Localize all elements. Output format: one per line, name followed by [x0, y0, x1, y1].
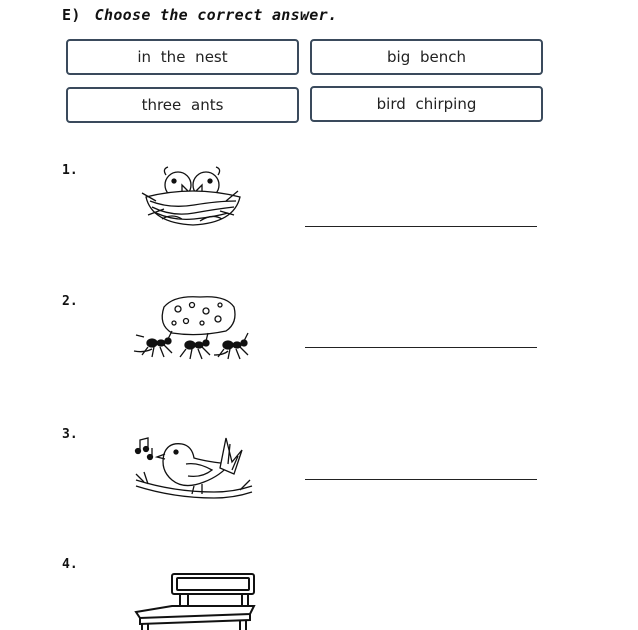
answer-choice[interactable]: in the nest [66, 39, 299, 75]
bench-icon [132, 572, 258, 630]
instruction-text: Choose the correct answer. [94, 6, 338, 24]
answer-line[interactable] [305, 347, 537, 348]
question-number: 4. [62, 557, 78, 572]
section-heading [62, 6, 337, 24]
ants-carrying-bread-icon [134, 293, 258, 365]
chirping-bird-icon [134, 434, 254, 502]
question-number: 3. [62, 427, 78, 442]
answer-choice[interactable]: bird chirping [310, 86, 543, 122]
answer-choice[interactable]: three ants [66, 87, 299, 123]
answer-choice[interactable]: big bench [310, 39, 543, 75]
question-number: 1. [62, 163, 78, 178]
section-letter: E) [62, 6, 81, 24]
answer-line[interactable] [305, 226, 537, 227]
answer-line[interactable] [305, 479, 537, 480]
nest-with-birds-icon [138, 163, 248, 227]
question-number: 2. [62, 294, 78, 309]
